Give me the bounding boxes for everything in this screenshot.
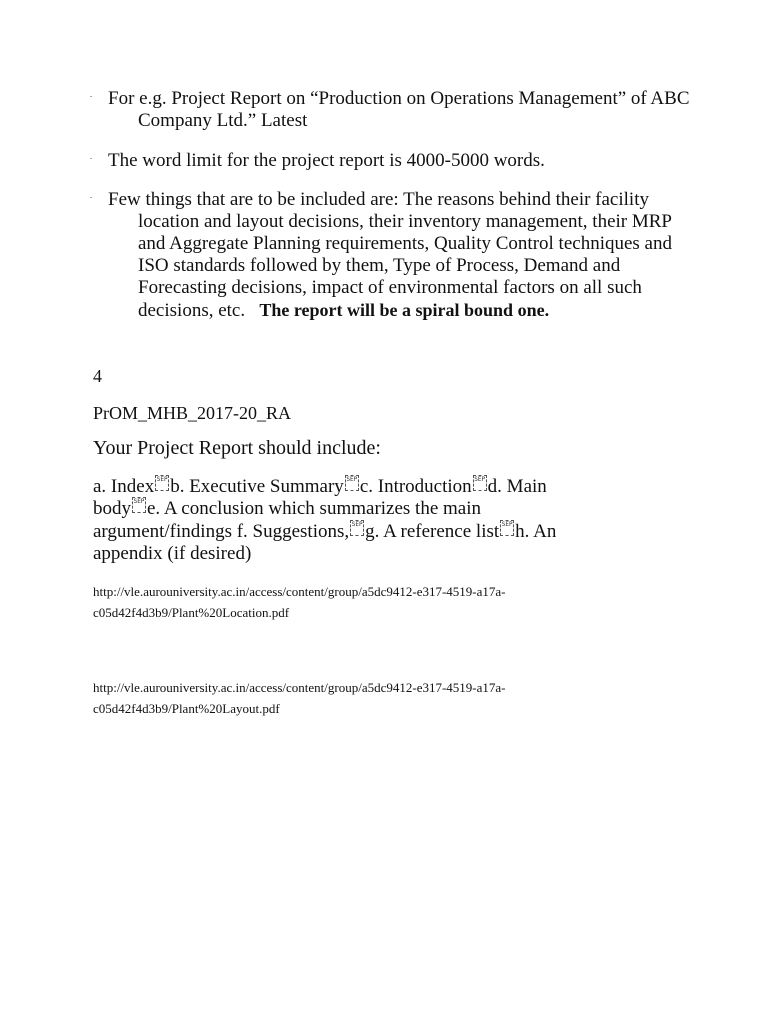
include-item-reference: g. A reference list [365,521,500,542]
plant-layout-link-line-1[interactable]: http://vle.aurouniversity.ac.in/access/content/group/a5dc9412-e317-4519-a17a- [93,680,506,695]
include-item-main: d. Main [487,476,547,497]
plant-location-link-line-1[interactable]: http://vle.aurouniversity.ac.in/access/content/group/a5dc9412-e317-4519-a17a- [93,584,506,599]
inclusions-text: Few things that are to be included are: The reasons behind their facility location and layout decisions, their inventory management, their MRP and Aggregate Planning requirements, Quality Control techniques and ISO standards followed by them, Type of Process, Demand and Forecasting decisions, impact of environmental factors on all such decisions, etc. [108,189,672,321]
bullet-item-example [90,88,690,132]
include-list-line-1 [93,475,547,498]
bullet-text [90,189,686,322]
spiral-bound-note: The report will be a spiral bound one. [259,300,550,320]
sep-glyph: SEP [500,520,514,536]
include-item-summary: b. Executive Summary [170,476,344,497]
include-item-body: body [93,498,131,519]
bullet-item-inclusions [90,189,690,322]
sep-glyph: SEP [473,475,487,491]
include-list-line-2 [93,497,481,520]
sep-glyph: SEP [155,475,169,491]
include-item-suggestions: argument/findings f. Suggestions, [93,521,350,542]
include-item-introduction: c. Introduction [359,476,472,497]
sep-glyph: SEP [350,520,364,536]
plant-location-link-line-2[interactable]: c05d42f4d3b9/Plant%20Location.pdf [93,605,290,620]
include-list-line-3 [93,520,556,543]
sep-glyph: SEP [132,497,146,513]
include-item-conclusion: e. A conclusion which summarizes the main [147,498,482,519]
bullet-marker: . [90,152,92,161]
include-list-line-4: appendix (if desired) [93,543,252,564]
include-heading: Your Project Report should include: [93,437,381,459]
bullet-marker: . [90,90,92,99]
plant-layout-link-line-2[interactable]: c05d42f4d3b9/Plant%20Layout.pdf [93,701,280,716]
sep-glyph: SEP [345,475,359,491]
page-number: 4 [93,366,102,386]
bullet-text: The word limit for the project report is 4000-5000 words. [108,150,545,171]
bullet-item-word-limit [90,150,690,172]
include-item-appendix-start: h. An [515,521,557,542]
bullet-marker: . [90,191,92,200]
document-code: PrOM_MHB_2017-20_RA [93,403,292,423]
bullet-text: For e.g. Project Report on “Production on Operations Management” of ABC Company Ltd.” Latest [108,88,690,131]
include-item-index: a. Index [93,476,155,497]
